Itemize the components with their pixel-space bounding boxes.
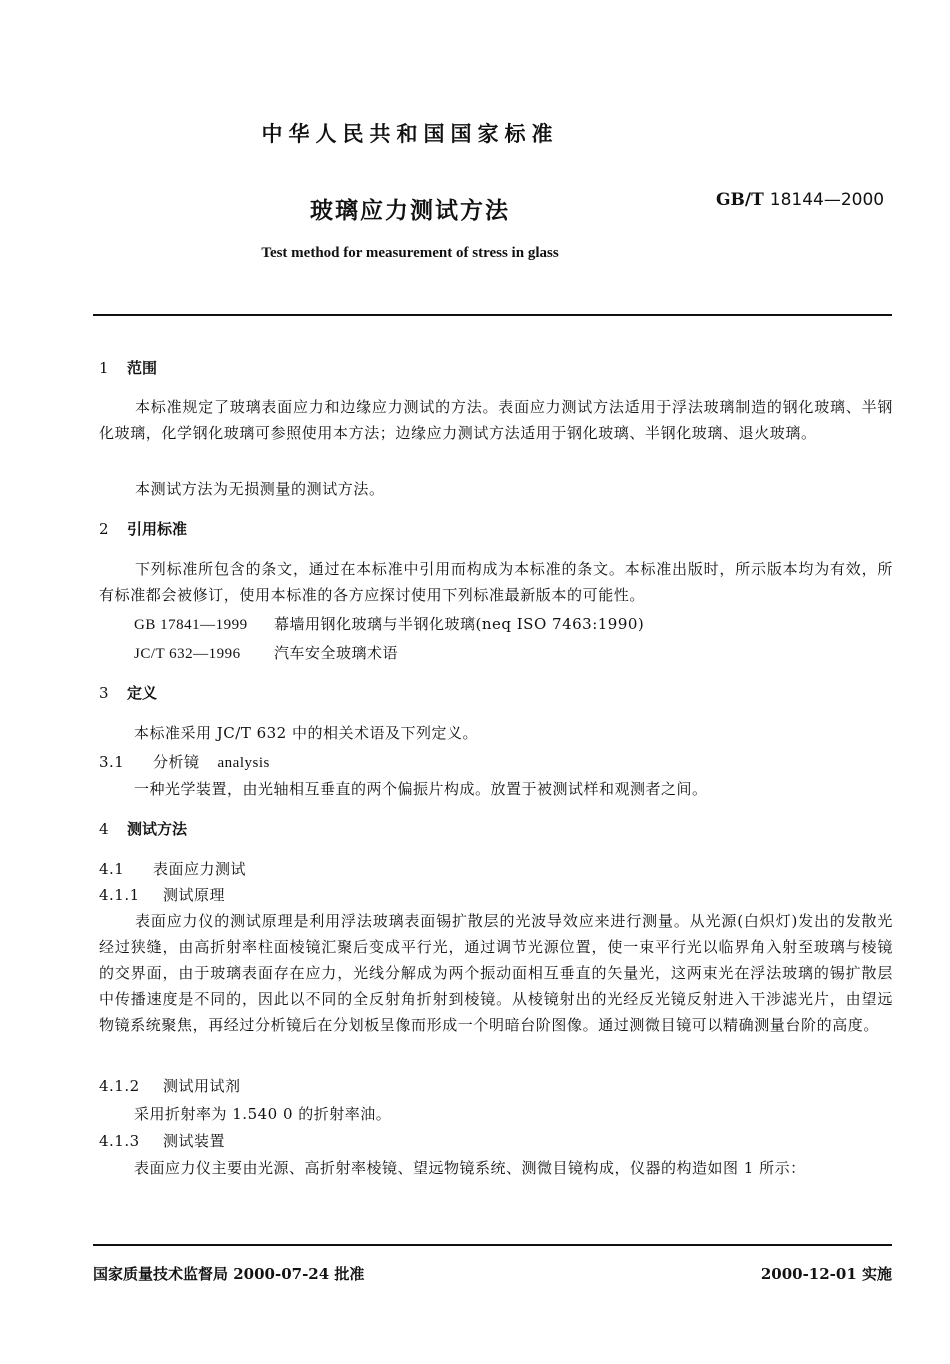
- section-2-heading: 2 引用标准: [99, 520, 188, 538]
- section-3-1-definition: 一种光学装置，由光轴相互垂直的两个偏振片构成。放置于被测试样和观测者之间。: [134, 780, 708, 798]
- standard-code: [716, 190, 884, 210]
- document-title-en: Test method for measurement of stress in glass: [261, 245, 559, 261]
- section-4-1-2-paragraph: 采用折射率为 1.540 0 的折射率油。: [134, 1105, 392, 1123]
- section-3-1-heading: 3.1 分析镜 analysis: [99, 753, 270, 771]
- section-1-paragraph-2: 本测试方法为无损测量的测试方法。: [135, 480, 385, 498]
- section-4-heading: 4 测试方法: [99, 820, 188, 838]
- section-1-heading: 1 范围: [99, 359, 158, 377]
- section-4-1-heading: 4.1 表面应力测试: [99, 860, 247, 878]
- section-4-1-3-heading: 4.1.3 测试装置: [99, 1132, 226, 1150]
- footer-rule: [93, 1244, 892, 1246]
- issue-date: 国家质量技术监督局 2000-07-24 批准: [93, 1265, 365, 1283]
- header-rule: [93, 314, 892, 316]
- reference-item: JC/T 632—1996 汽车安全玻璃术语: [134, 644, 399, 662]
- section-4-1-1-heading: 4.1.1 测试原理: [99, 886, 226, 904]
- section-1-paragraph: 本标准规定了玻璃表面应力和边缘应力测试的方法。表面应力测试方法适用于浮法玻璃制造的钢化玻璃、半钢化玻璃，化学钢化玻璃可参照使用本方法；边缘应力测试方法适用于钢化玻璃、半钢化玻璃、退火玻璃。: [99, 398, 893, 442]
- standard-code-prefix: GB/T: [716, 190, 764, 210]
- section-3-paragraph: 本标准采用 JC/T 632 中的相关术语及下列定义。: [134, 724, 478, 742]
- section-4-1-1-paragraph: 表面应力仪的测试原理是利用浮法玻璃表面锡扩散层的光波导效应来进行测量。从光源(白炽灯)发出的发散光经过狭缝，由高折射率柱面棱镜汇聚后变成平行光，通过调节光源位置，使一束平行光以临界角入射至玻璃与棱镜的交界面，由于玻璃表面存在应力，光线分解成为两个振动面相互垂直的矢量光，这两束光在浮法玻璃的锡扩散层中传播速度是不同的，因此以不同的全反射角折射到棱镜。从棱镜射出的光经反光镜反射进入干涉滤光片，由望远物镜系统聚焦，再经过分析镜后在分划板呈像而形成一个明暗台阶图像。通过测微目镜可以精确测量台阶的高度。: [99, 912, 893, 1034]
- section-2-paragraph: 下列标准所包含的条文，通过在本标准中引用而构成为本标准的条文。本标准出版时，所示版本均为有效，所有标准都会被修订，使用本标准的各方应探讨使用下列标准最新版本的可能性。: [99, 560, 893, 604]
- reference-item: GB 17841—1999 幕墙用钢化玻璃与半钢化玻璃(neq ISO 7463:1990): [134, 615, 645, 633]
- standard-type: 中华人民共和国国家标准: [261, 121, 559, 146]
- section-4-1-2-heading: 4.1.2 测试用试剂: [99, 1077, 241, 1095]
- standard-code-number: 18144—2000: [769, 190, 885, 210]
- section-3-heading: 3 定义: [99, 684, 158, 702]
- effective-date: 2000-12-01 实施: [760, 1265, 892, 1283]
- document-title: 玻璃应力测试方法: [310, 197, 510, 224]
- section-4-1-3-paragraph: 表面应力仪主要由光源、高折射率棱镜、望远物镜系统、测微目镜构成，仪器的构造如图 1 所示：: [134, 1159, 806, 1177]
